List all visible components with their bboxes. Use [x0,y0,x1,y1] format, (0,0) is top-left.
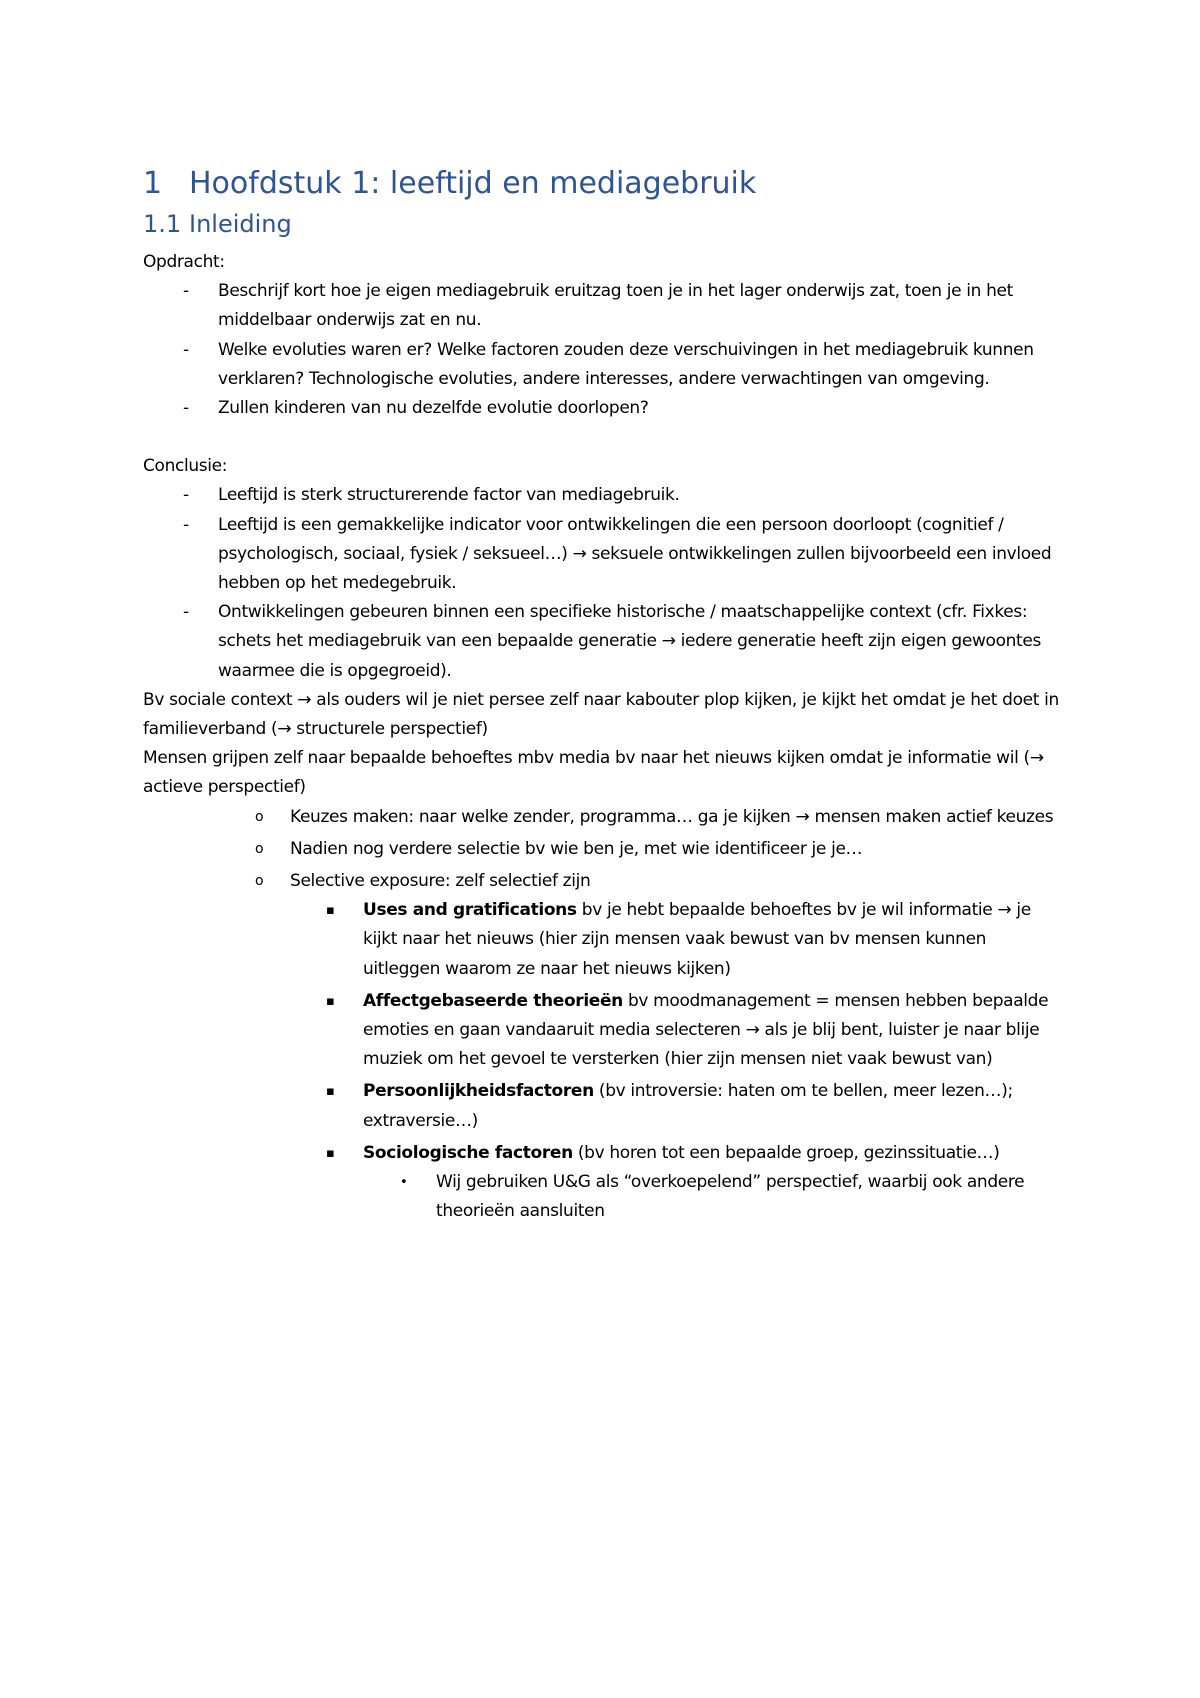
arrow-icon: → [277,719,292,740]
arrow-icon: → [661,631,676,652]
list-item-text: Zullen kinderen van nu dezelfde evolutie doorlopen? [218,398,649,419]
list-item-text: Wij gebruiken U&G als “overkoepelend” perspectief, waarbij ook andere theorieën aansluiten [436,1172,1025,1222]
arrow-icon: → [297,689,312,710]
dash-marker: - [183,398,189,419]
list-item-text: Leeftijd is een gemakkelijke indicator voor ontwikkelingen die een persoon doorloopt (cognitief / psychologisch, sociaal, fysiek / seksueel…) [218,514,1004,564]
spacer [143,423,1063,452]
dash-marker: - [183,485,189,506]
list-item-text: Beschrijf kort hoe je eigen mediagebruik eruitzag toen je in het lager onderwijs zat, toen je in het middelbaar onderwijs zat en nu. [218,281,1013,331]
circle-marker: o [255,808,264,825]
heading-1-text: Hoofdstuk 1: leeftijd en mediagebruik [189,166,757,201]
list-item [143,511,1063,599]
list-item-text: iedere generatie heeft zijn eigen gewoontes waarmee die is opgegroeid). [218,631,1041,681]
square-marker: ▪ [326,1145,335,1161]
document-body [143,248,1063,1230]
dot-marker: • [400,1175,408,1191]
list-item-text: Selective exposure: zelf selectief zijn [290,871,591,892]
opdracht-label: Opdracht: [143,252,225,272]
list-item [143,1168,1063,1226]
paragraph-text: actieve perspectief) [143,777,306,798]
paragraph-text: als ouders wil je niet persee zelf naar kabouter plop kijken, je kijkt het omdat je het doet in familieverband ( [143,689,1059,740]
dash-marker: - [183,339,189,360]
square-marker: ▪ [326,903,335,919]
heading-1 [143,164,756,204]
list-item-text: Welke evoluties waren er? Welke factoren zouden deze verschuivingen in het mediagebruik kunnen verklaren? Technologische evoluties, andere interesses, andere verwachtingen van omgeving. [218,339,1034,389]
sub-list [143,803,1063,1227]
circle-marker: o [255,840,264,857]
arrow-icon: → [997,900,1012,921]
paragraph [143,744,1063,802]
theory-name: Sociologische factoren [363,1142,573,1163]
theory-name: Persoonlijkheidsfactoren [363,1081,594,1102]
theory-name: Uses and gratifications [363,900,577,921]
list-item-text: je kijkt naar het nieuws (hier zijn mensen vaak bewust van bv mensen kunnen uitleggen waarom ze naar het nieuws kijken) [363,900,1031,979]
list-item [143,803,1063,832]
square-marker: ▪ [326,1084,335,1100]
circle-marker: o [255,873,264,890]
list-item [143,336,1063,394]
bullet-list [143,1168,1063,1226]
list-item [143,987,1063,1075]
paragraph [143,686,1063,744]
list-item-text: (bv introversie: haten om te bellen, meer lezen…); extraversie…) [363,1081,1013,1131]
list-item [143,867,1063,1226]
list-item [143,835,1063,864]
heading-1-number: 1 [143,166,163,201]
list-item-text: Leeftijd is sterk structurerende factor van mediagebruik. [218,485,680,506]
list-item-text: seksuele ontwikkelingen zullen bijvoorbeeld een invloed hebben op het medegebruik. [218,543,1052,594]
conclusie-label: Conclusie: [143,456,228,477]
list-item-text: Nadien nog verdere selectie bv wie ben je, met wie identificeer je je… [290,838,863,859]
list-item [143,277,1063,335]
list-item-text: Keuzes maken: naar welke zender, programma… ga je kijken [290,806,796,827]
list-item [143,1077,1063,1135]
opdracht-list [143,277,1063,423]
theories-list [143,896,1063,1226]
list-item-text: (bv horen tot een bepaalde groep, gezinssituatie…) [572,1142,1000,1163]
list-item [143,481,1063,510]
heading-2 [143,208,292,240]
theory-name: Affectgebaseerde theorieën [363,990,623,1011]
heading-2-number: 1.1 [143,210,182,238]
heading-2-text: Inleiding [189,210,292,238]
list-item-text: Ontwikkelingen gebeuren binnen een specifieke historische / maatschappelijke context (cfr. Fixkes: schets het mediagebruik van een bepaalde generatie [218,602,1028,652]
paragraph-text: Bv sociale context [143,689,298,710]
list-item [143,1139,1063,1227]
list-item-text: als je blij bent, luister je naar blije muziek om het gevoel te versterken (hier zijn mensen niet vaak bewust van) [363,1020,1040,1070]
conclusie-list [143,481,1063,685]
list-item [143,896,1063,984]
paragraph-text: Mensen grijpen zelf naar bepaalde behoeftes mbv media bv naar het nieuws kijken omdat je informatie wil ( [143,748,1030,769]
arrow-icon: → [1029,748,1044,769]
list-item-text: bv moodmanagement = mensen hebben bepaalde emoties en gaan vandaaruit media selecteren [363,990,1049,1041]
dash-marker: - [183,514,189,535]
dash-marker: - [183,602,189,623]
list-item [143,394,1063,423]
arrow-icon: → [745,1020,760,1041]
list-item [143,598,1063,686]
arrow-icon: → [572,543,587,564]
paragraph-text: structurele perspectief) [291,719,488,740]
dash-marker: - [183,281,189,302]
arrow-icon: → [795,806,810,827]
square-marker: ▪ [326,993,335,1009]
list-item-text: bv je hebt bepaalde behoeftes bv je wil informatie [576,900,998,921]
list-item-text: mensen maken actief keuzes [809,806,1054,827]
